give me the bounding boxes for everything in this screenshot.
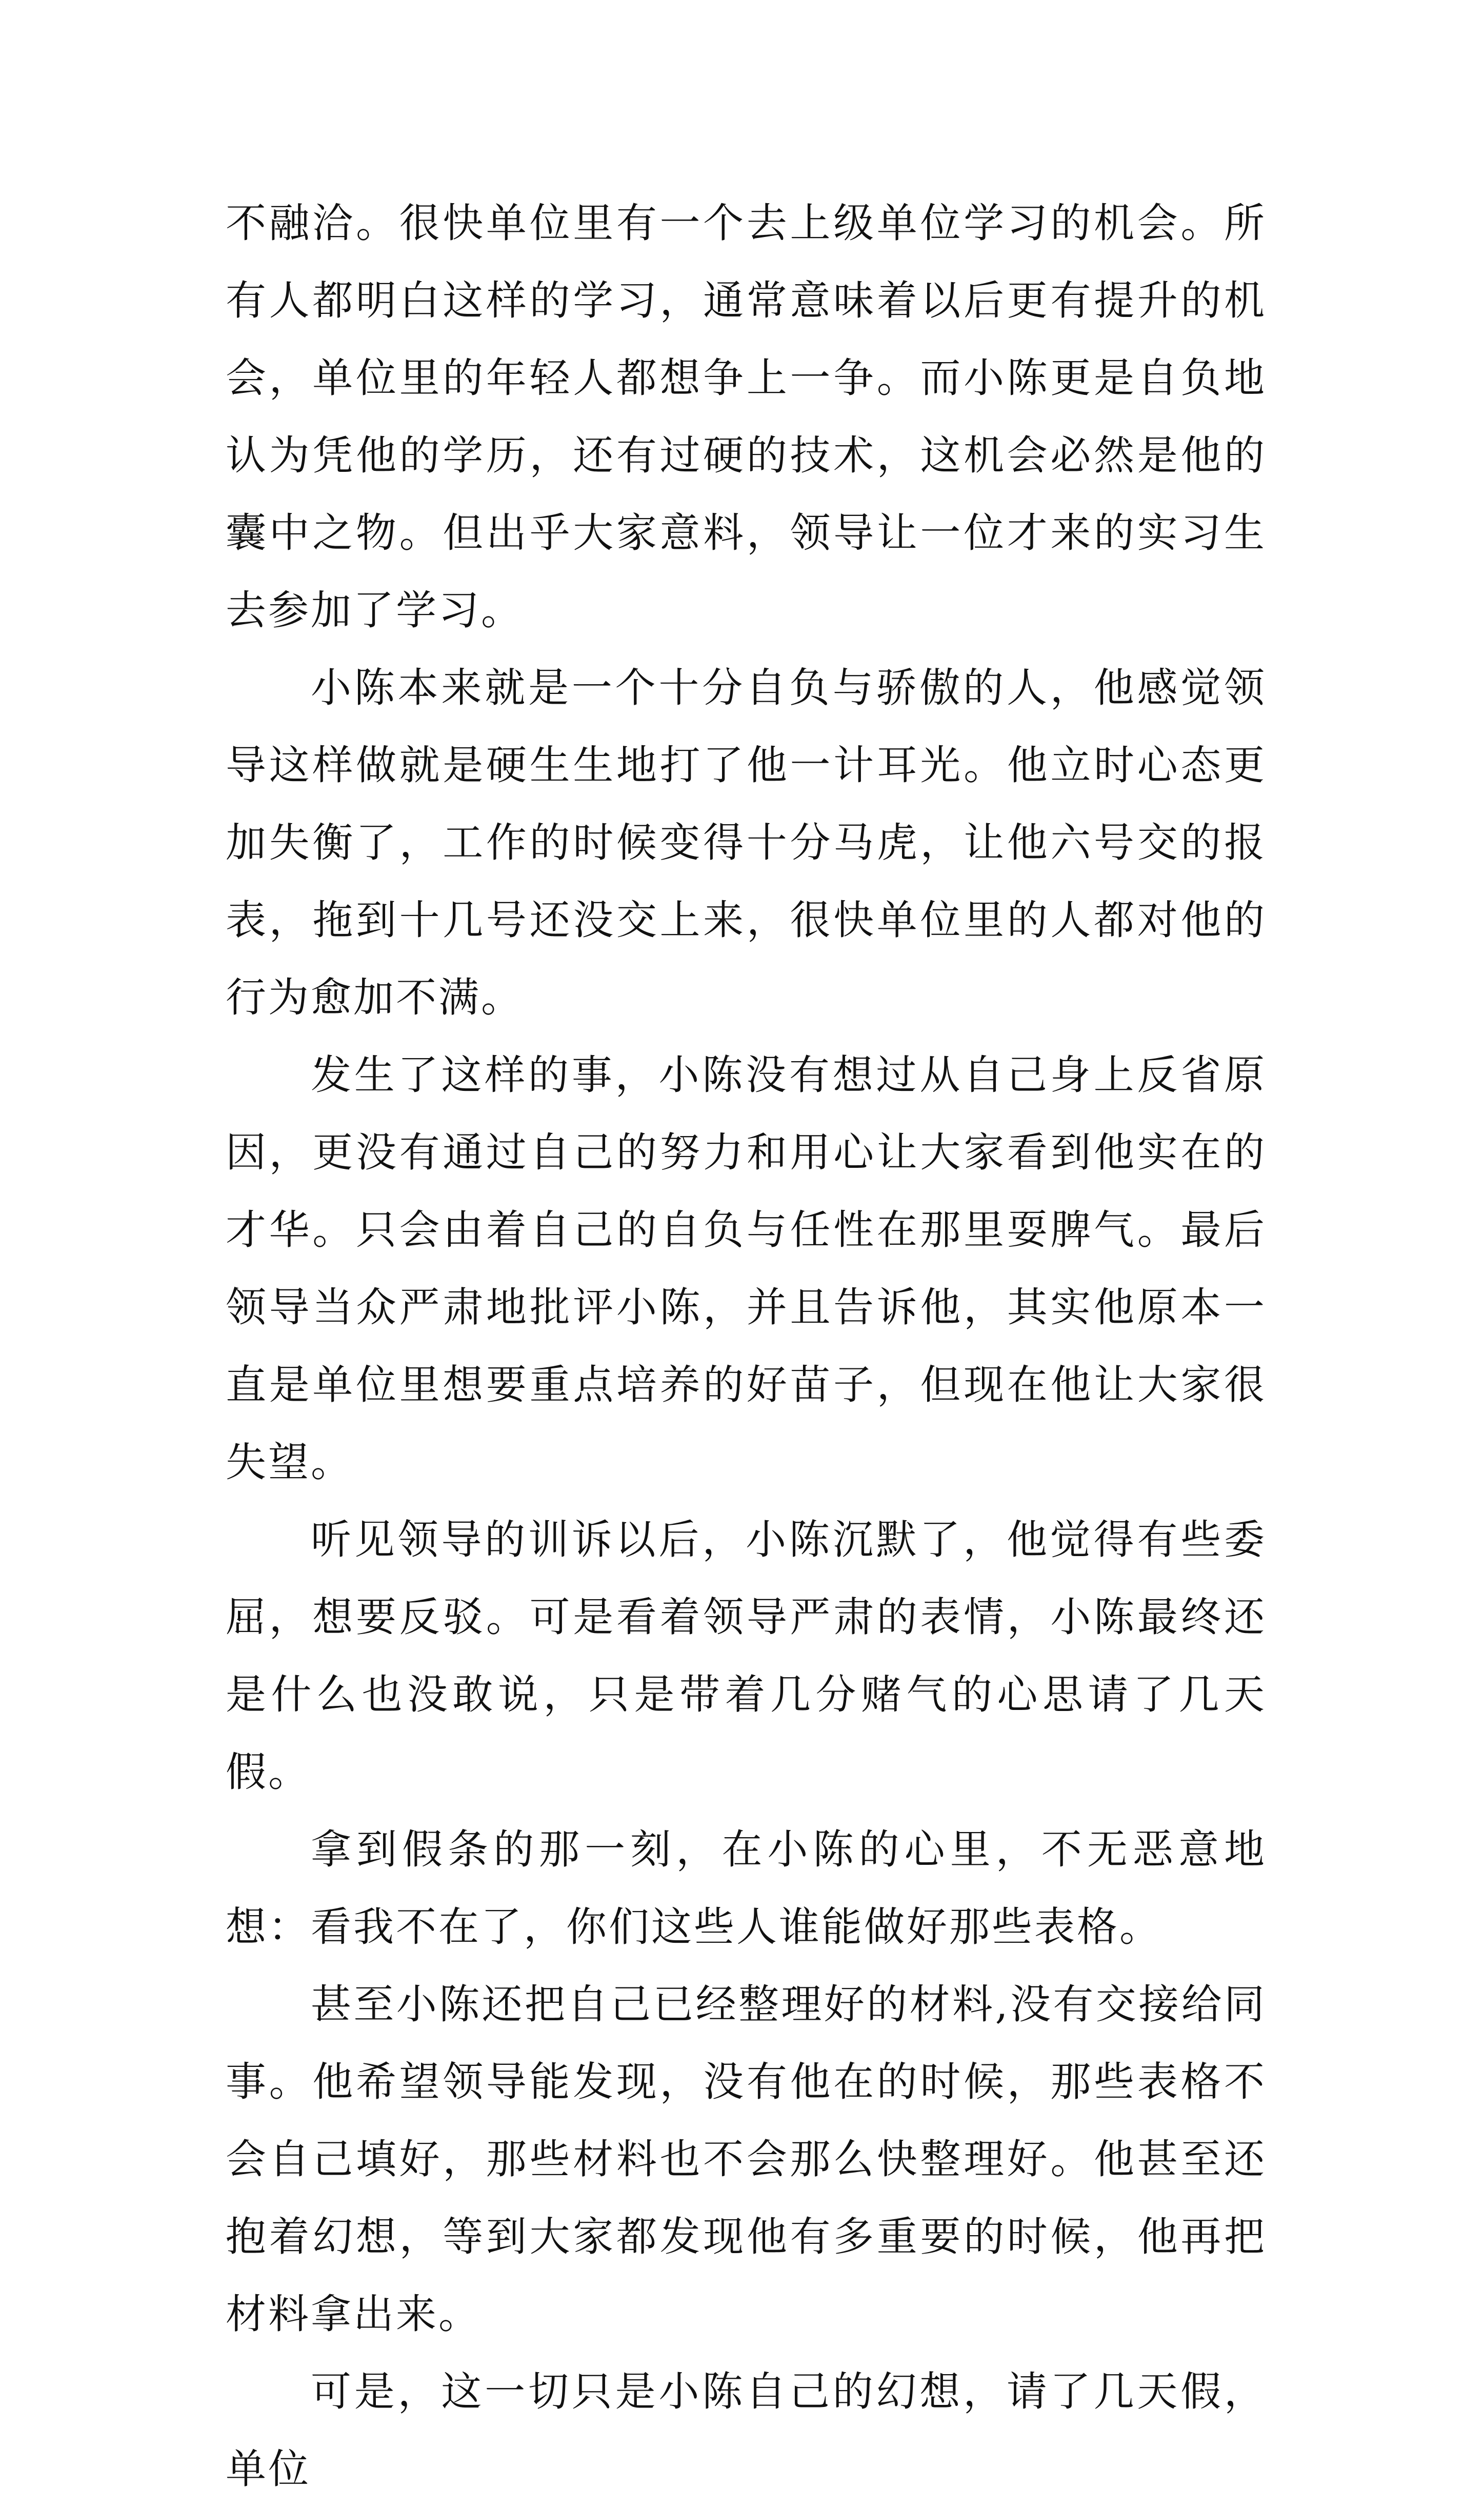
paragraph-3: 发生了这样的事，小陈没有想过从自己身上反省原因，更没有通过自己的努力和用心让大家看到他实在的才华。只会由着自己的自负与任性在那里耍脾气。最后领导当众严肃地批评小陈，并且告诉他，其实他原本一直是单位里想要重点培养的好苗子，但现在他让大家很失望。	[226, 1051, 1267, 1486]
paragraph-7: 可是，这一切只是小陈自己的幻想，请了几天假，单位	[226, 2368, 1267, 2493]
paragraph-6: 甚至小陈还把自己已经整理好的材料,没有交接给同事。他希望领导能发现，没有他在的时候，那些表格不会自己填好，那些材料也不会那么快整理好。他甚至还抱着幻想，等到大家都发现他有多重要的时候，他再把材料拿出来。	[226, 1981, 1267, 2338]
paragraph-1: 不融洽。很快单位里有一个去上级单位学习的机会。所有人都明白这样的学习，通常意味着以后更有提升的机会，单位里的年轻人都想争上一争。而小陈更是自负地认为凭他的学历，还有过硬的技术，这机会必然是他的囊中之物。但出乎大家意料，领导让一位才来的实习生去参加了学习。	[226, 200, 1267, 634]
paragraph-5: 拿到假条的那一刻，在小陈的心里，不无恶意地想：看我不在了，你们这些人谁能做好那些表格。	[226, 1826, 1267, 1950]
body-text	[226, 185, 1267, 2508]
paragraph-4: 听见领导的训诉以后，小陈沉默了，他觉得有些委屈，想要反驳。可是看着领导严肃的表情，小陈最终还是什么也没敢说，只是带着几分赌气的心思请了几天假。	[226, 1516, 1267, 1796]
paragraph-2: 小陈本来就是一个十分自负与骄傲的人，他感觉领导这样做就是硬生生地打了他一计耳光。他立时心态更加失衡了，工作的时候变得十分马虎，让他六号交的报表，拖到十几号还没交上来，很快单位里的人都对他的行为愈加不满。	[226, 664, 1267, 1021]
